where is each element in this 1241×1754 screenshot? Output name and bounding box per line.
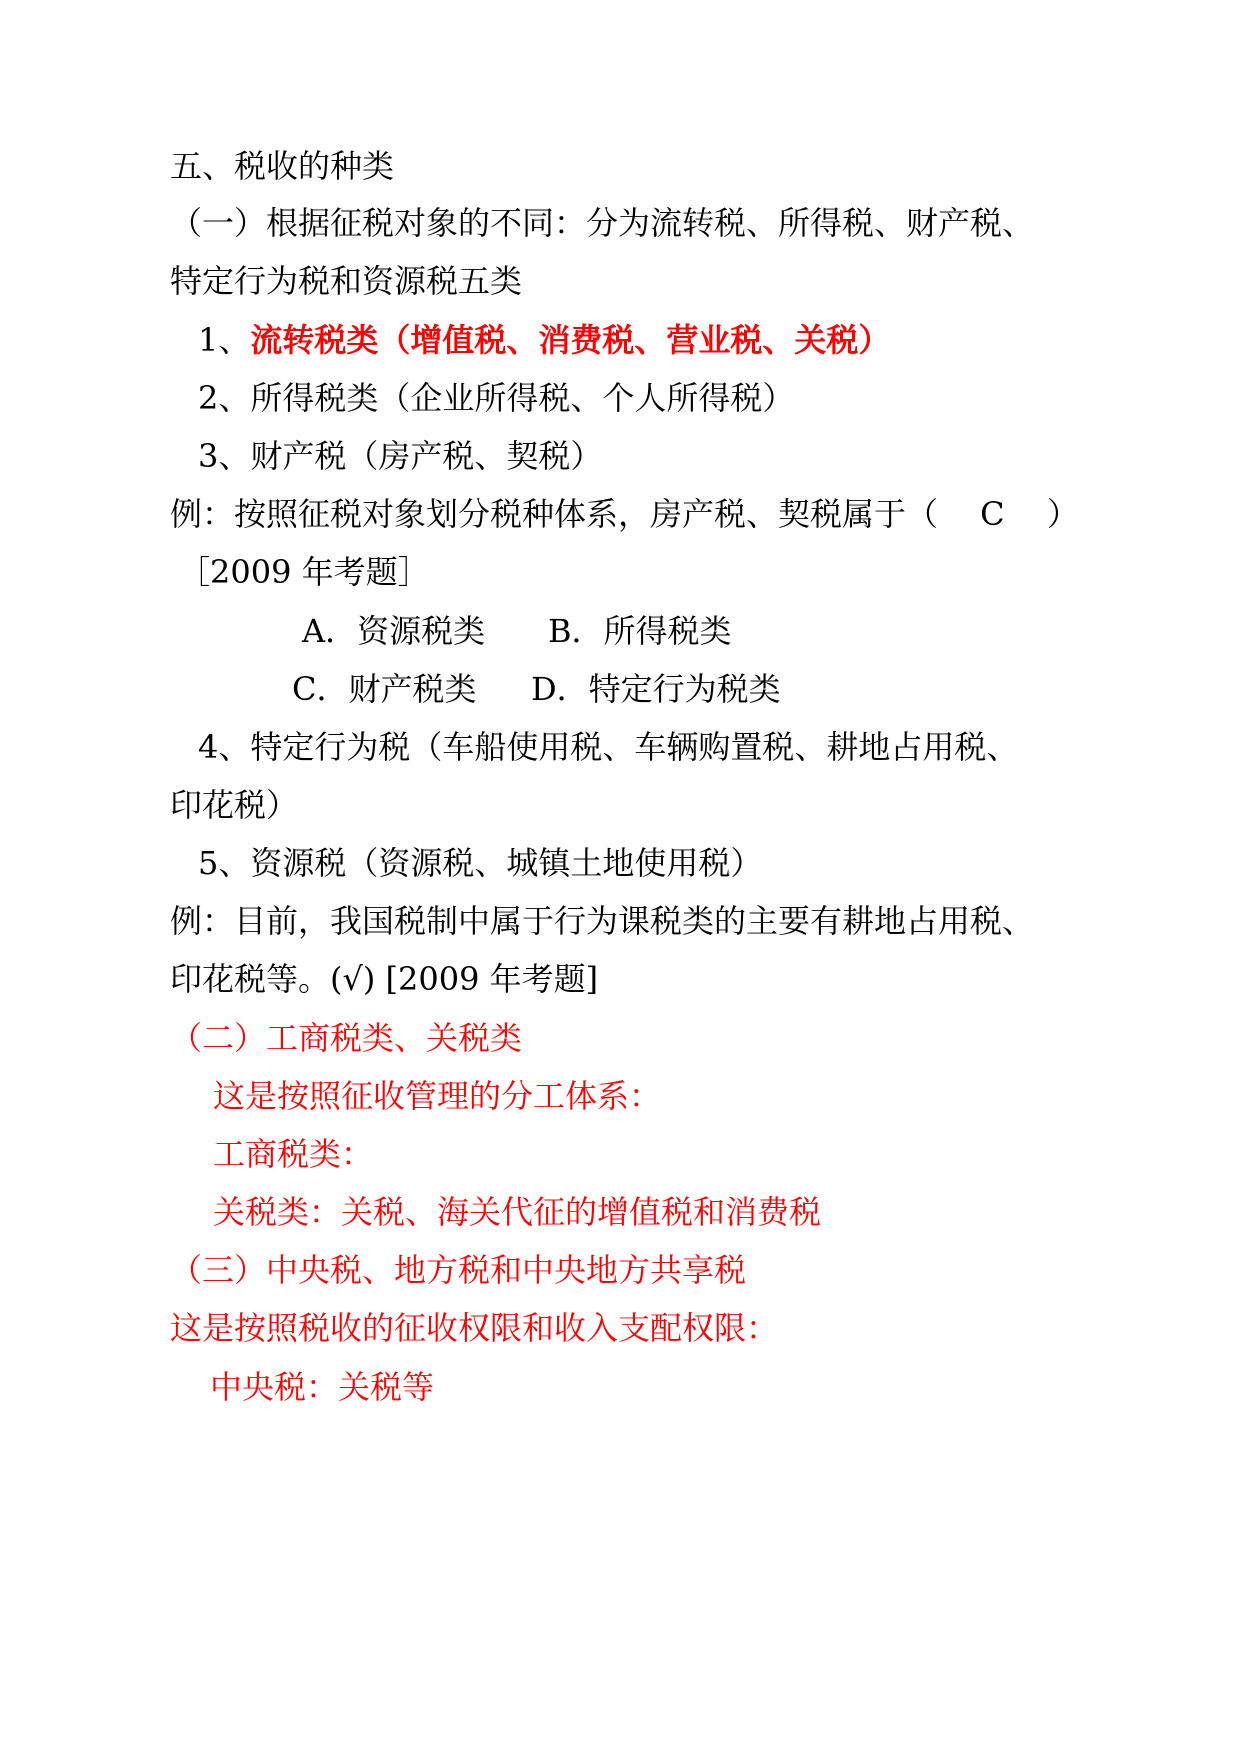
sub2-item-a: 工商税类： [213,1135,374,1173]
item-4-line1: 4、特定行为税（车船使用税、车辆购置税、耕地占用税、 [198,728,1019,766]
example2-line1: 例：目前，我国税制中属于行为课税类的主要有耕地占用税、 [170,902,1035,940]
sub2-item-b: 关税类：关税、海关代征的增值税和消费税 [213,1193,822,1231]
sub3-heading: （三）中央税、地方税和中央地方共享税 [170,1251,747,1289]
option-c: C．财产税类 [292,670,477,708]
section-title: 五、税收的种类 [170,147,395,185]
sub2-heading: （二）工商税类、关税类 [170,1019,523,1057]
example2-line2: 印花税等。(√) [2009 年考题] [170,960,599,998]
item-5: 5、资源税（资源税、城镇土地使用税） [198,844,763,882]
option-d: D．特定行为税类 [531,670,781,708]
option-b: B．所得税类 [548,612,732,650]
item-1-highlight: 流转税类（增值税、消费税、营业税、关税） [250,321,891,359]
sub2-desc: 这是按照征收管理的分工体系： [213,1077,662,1115]
item-1-number: 1、 [198,321,251,359]
example1-question-line2: ［2009 年考题］ [178,553,430,591]
item-2: 2、所得税类（企业所得税、个人所得税） [198,379,795,417]
sub3-desc: 这是按照税收的征收权限和收入支配权限： [170,1309,779,1347]
item-1 [198,320,890,360]
item-4-line2: 印花税） [170,786,299,824]
example1-question-line1: 例：按照征税对象划分税种体系，房产税、契税属于（ C ） [170,495,1079,533]
item-3: 3、财产税（房产税、契税） [198,437,603,475]
option-a: A．资源税类 [302,612,486,650]
sub1-heading-line1: （一）根据征税对象的不同：分为流转税、所得税、财产税、 [170,204,1035,242]
sub1-heading-line2: 特定行为税和资源税五类 [170,262,523,300]
sub3-item-a: 中央税：关税等 [210,1368,435,1406]
